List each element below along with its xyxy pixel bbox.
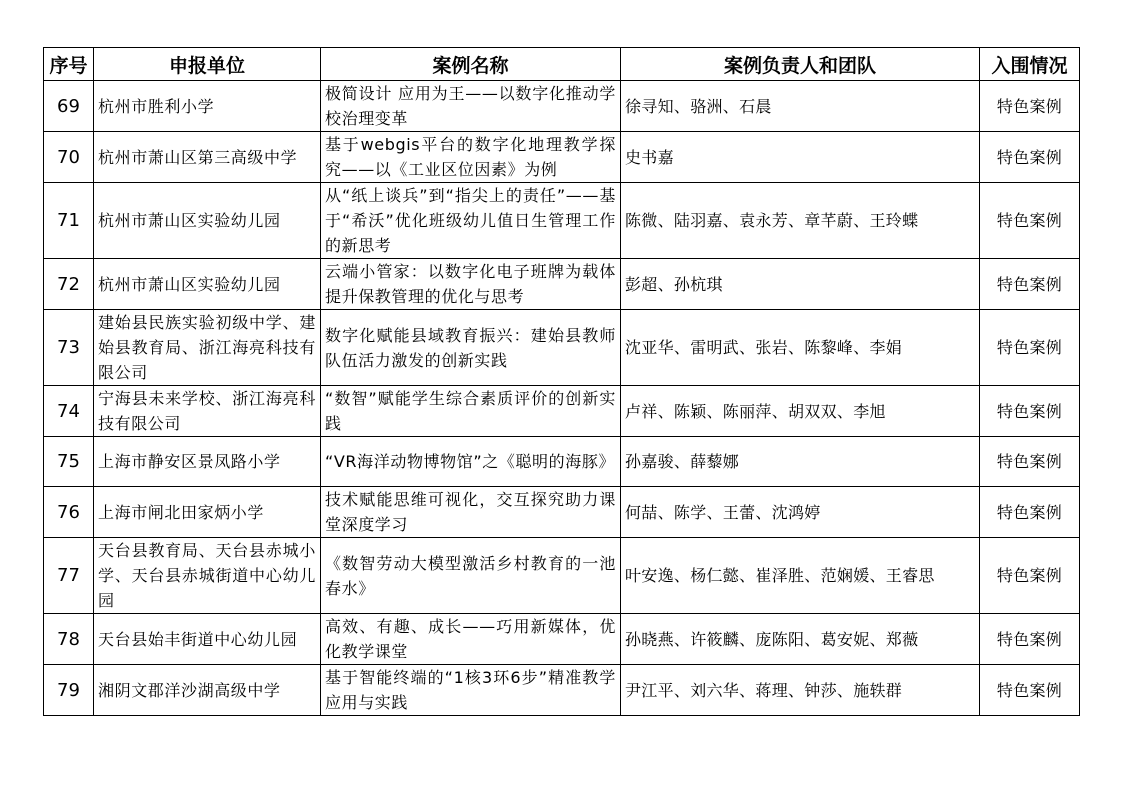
row-case-name: 《数智劳动大模型激活乡村教育的一池春水》 [321,538,621,614]
row-team: 陈微、陆羽嘉、袁永芳、章芊蔚、王玲蝶 [621,183,980,259]
row-unit: 宁海县未来学校、浙江海亮科技有限公司 [94,386,321,437]
table-row [44,183,1080,259]
row-team: 卢祥、陈颖、陈丽萍、胡双双、李旭 [621,386,980,437]
row-case-name: 基于webgis平台的数字化地理教学探究——以《工业区位因素》为例 [321,132,621,183]
row-case-name: 基于智能终端的“1核3环6步”精准教学应用与实践 [321,665,621,716]
row-num: 71 [44,183,94,259]
table-row [44,386,1080,437]
row-num: 74 [44,386,94,437]
row-team: 沈亚华、雷明武、张岩、陈黎峰、李娟 [621,310,980,386]
table-row [44,437,1080,487]
row-unit: 湘阴文郡洋沙湖高级中学 [94,665,321,716]
row-unit: 上海市闸北田家炳小学 [94,487,321,538]
row-status: 特色案例 [980,259,1080,310]
row-case-name: 极简设计 应用为王——以数字化推动学校治理变革 [321,81,621,132]
row-case-name: 技术赋能思维可视化，交互探究助力课堂深度学习 [321,487,621,538]
row-num: 69 [44,81,94,132]
row-unit: 杭州市萧山区实验幼儿园 [94,259,321,310]
row-status: 特色案例 [980,487,1080,538]
row-case-name: 云端小管家：以数字化电子班牌为载体提升保教管理的优化与思考 [321,259,621,310]
case-table [43,47,1080,716]
table-row [44,259,1080,310]
row-team: 孙晓燕、许筱麟、庞陈阳、葛安妮、郑薇 [621,614,980,665]
row-status: 特色案例 [980,538,1080,614]
row-case-name: 数字化赋能县域教育振兴：建始县教师队伍活力激发的创新实践 [321,310,621,386]
row-status: 特色案例 [980,132,1080,183]
row-case-name: “数智”赋能学生综合素质评价的创新实践 [321,386,621,437]
row-num: 75 [44,437,94,487]
header-num: 序号 [44,48,94,81]
row-unit: 杭州市萧山区第三高级中学 [94,132,321,183]
table-row [44,81,1080,132]
row-team: 孙嘉骏、薛藜娜 [621,437,980,487]
row-case-name: 从“纸上谈兵”到“指尖上的责任”——基于“希沃”优化班级幼儿值日生管理工作的新思考 [321,183,621,259]
row-num: 73 [44,310,94,386]
table-row [44,310,1080,386]
row-status: 特色案例 [980,310,1080,386]
row-status: 特色案例 [980,614,1080,665]
header-team: 案例负责人和团队 [621,48,980,81]
row-team: 何喆、陈学、王蕾、沈鸿婷 [621,487,980,538]
row-status: 特色案例 [980,437,1080,487]
header-status: 入围情况 [980,48,1080,81]
table-row [44,487,1080,538]
row-team: 史书嘉 [621,132,980,183]
row-case-name: 高效、有趣、成长——巧用新媒体，优化教学课堂 [321,614,621,665]
row-num: 78 [44,614,94,665]
row-num: 76 [44,487,94,538]
table-row [44,538,1080,614]
table-row [44,132,1080,183]
row-unit: 上海市静安区景凤路小学 [94,437,321,487]
row-team: 叶安逸、杨仁懿、崔泽胜、范娴媛、王睿思 [621,538,980,614]
header-unit: 申报单位 [94,48,321,81]
row-num: 72 [44,259,94,310]
row-team: 徐寻知、骆洲、石晨 [621,81,980,132]
row-num: 77 [44,538,94,614]
row-case-name: “VR海洋动物博物馆”之《聪明的海豚》 [321,437,621,487]
row-status: 特色案例 [980,81,1080,132]
row-unit: 天台县教育局、天台县赤城小学、天台县赤城街道中心幼儿园 [94,538,321,614]
row-unit: 建始县民族实验初级中学、建始县教育局、浙江海亮科技有限公司 [94,310,321,386]
row-team: 尹江平、刘六华、蒋理、钟莎、施轶群 [621,665,980,716]
table-row [44,614,1080,665]
header-row [44,48,1080,81]
row-unit: 天台县始丰街道中心幼儿园 [94,614,321,665]
row-unit: 杭州市萧山区实验幼儿园 [94,183,321,259]
table-row [44,665,1080,716]
row-unit: 杭州市胜利小学 [94,81,321,132]
row-status: 特色案例 [980,386,1080,437]
row-num: 70 [44,132,94,183]
row-num: 79 [44,665,94,716]
row-team: 彭超、孙杭琪 [621,259,980,310]
row-status: 特色案例 [980,665,1080,716]
row-status: 特色案例 [980,183,1080,259]
header-name: 案例名称 [321,48,621,81]
